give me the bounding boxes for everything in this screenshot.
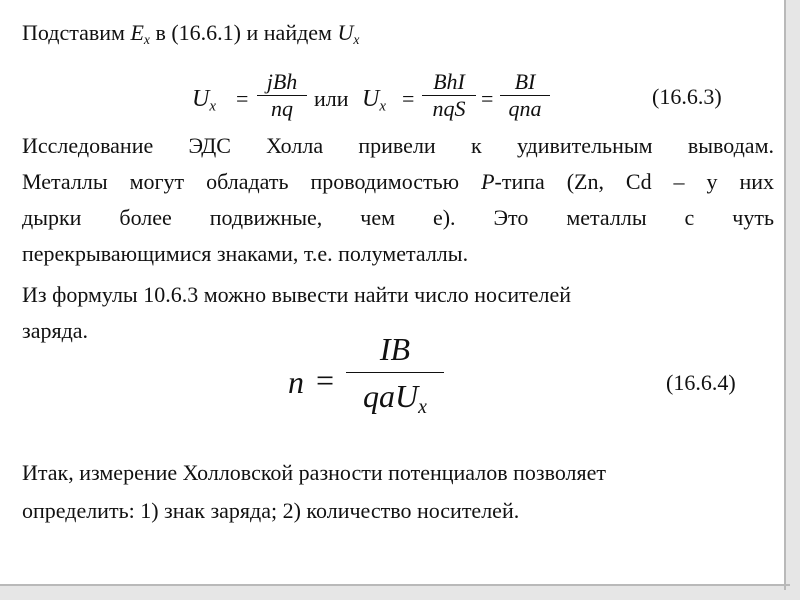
eq1-fraction-2-numerator: BhI	[433, 69, 465, 94]
eq1-or-word: или	[314, 86, 349, 111]
eq1-lhs-2: $U_x$	[362, 86, 386, 115]
paragraph-3-line-1: Итак, измерение Холловской разности потенциалов позволяет	[22, 460, 606, 485]
eq2-denominator: qaU$_x$	[363, 378, 427, 418]
eq1-equals-2: =	[402, 86, 415, 111]
eq1-fraction-3	[500, 70, 550, 121]
equation-number-16-6-3: (16.6.3)	[652, 84, 722, 109]
eq1-fraction-2-denominator: nqS	[432, 96, 466, 121]
paragraph-1-line-2: Металлы могут обладать проводимостью P-типа (Zn, Cd – у них	[22, 169, 774, 194]
intro-line	[22, 20, 359, 53]
eq1-fraction-2	[422, 70, 476, 121]
eq1-fraction-3-denominator: qna	[508, 96, 542, 121]
slide-shadow-bottom	[0, 584, 790, 586]
paragraph-1-line-1: Исследование ЭДС Холла привели к удивительным выводам.	[22, 133, 774, 158]
paragraph-1-line-3: дырки более подвижные, чем е). Это металлы с чуть	[22, 205, 774, 230]
paragraph-2-line-2: заряда.	[22, 318, 89, 343]
eq2-fraction	[346, 330, 444, 426]
eq1-equals-1: =	[236, 86, 249, 111]
eq1-equals-3: =	[481, 86, 494, 111]
intro-text: Подставим	[22, 20, 131, 45]
paragraph-1-line-4: перекрывающимися знаками, т.е. полуметаллы.	[22, 241, 469, 266]
symbol-e: E	[130, 20, 144, 45]
symbol-e-subscript: x	[143, 32, 150, 48]
eq2-numerator: IB	[379, 331, 411, 367]
eq2-lhs: n	[288, 364, 304, 400]
eq1-lhs: $U_x$	[192, 86, 216, 115]
p-type-symbol: P	[481, 169, 495, 194]
symbol-u-subscript: x	[353, 32, 360, 48]
eq1-fraction-1-denominator: nq	[271, 96, 293, 121]
eq1-fraction-1-numerator: jBh	[266, 69, 298, 94]
slide-shadow-right	[784, 0, 786, 590]
paragraph-3-line-2: определить: 1) знак заряда; 2) количество носителей.	[22, 498, 520, 523]
equation-number-16-6-4: (16.6.4)	[666, 370, 736, 395]
eq1-fraction-3-numerator: BI	[514, 69, 536, 94]
symbol-u: U	[337, 20, 354, 45]
intro-text-middle: в (16.6.1) и найдем	[149, 20, 338, 45]
eq2-equals: =	[316, 362, 335, 398]
eq1-fraction-1	[257, 70, 307, 121]
paragraph-2-line-1: Из формулы 10.6.3 можно вывести найти число носителей	[22, 282, 571, 307]
